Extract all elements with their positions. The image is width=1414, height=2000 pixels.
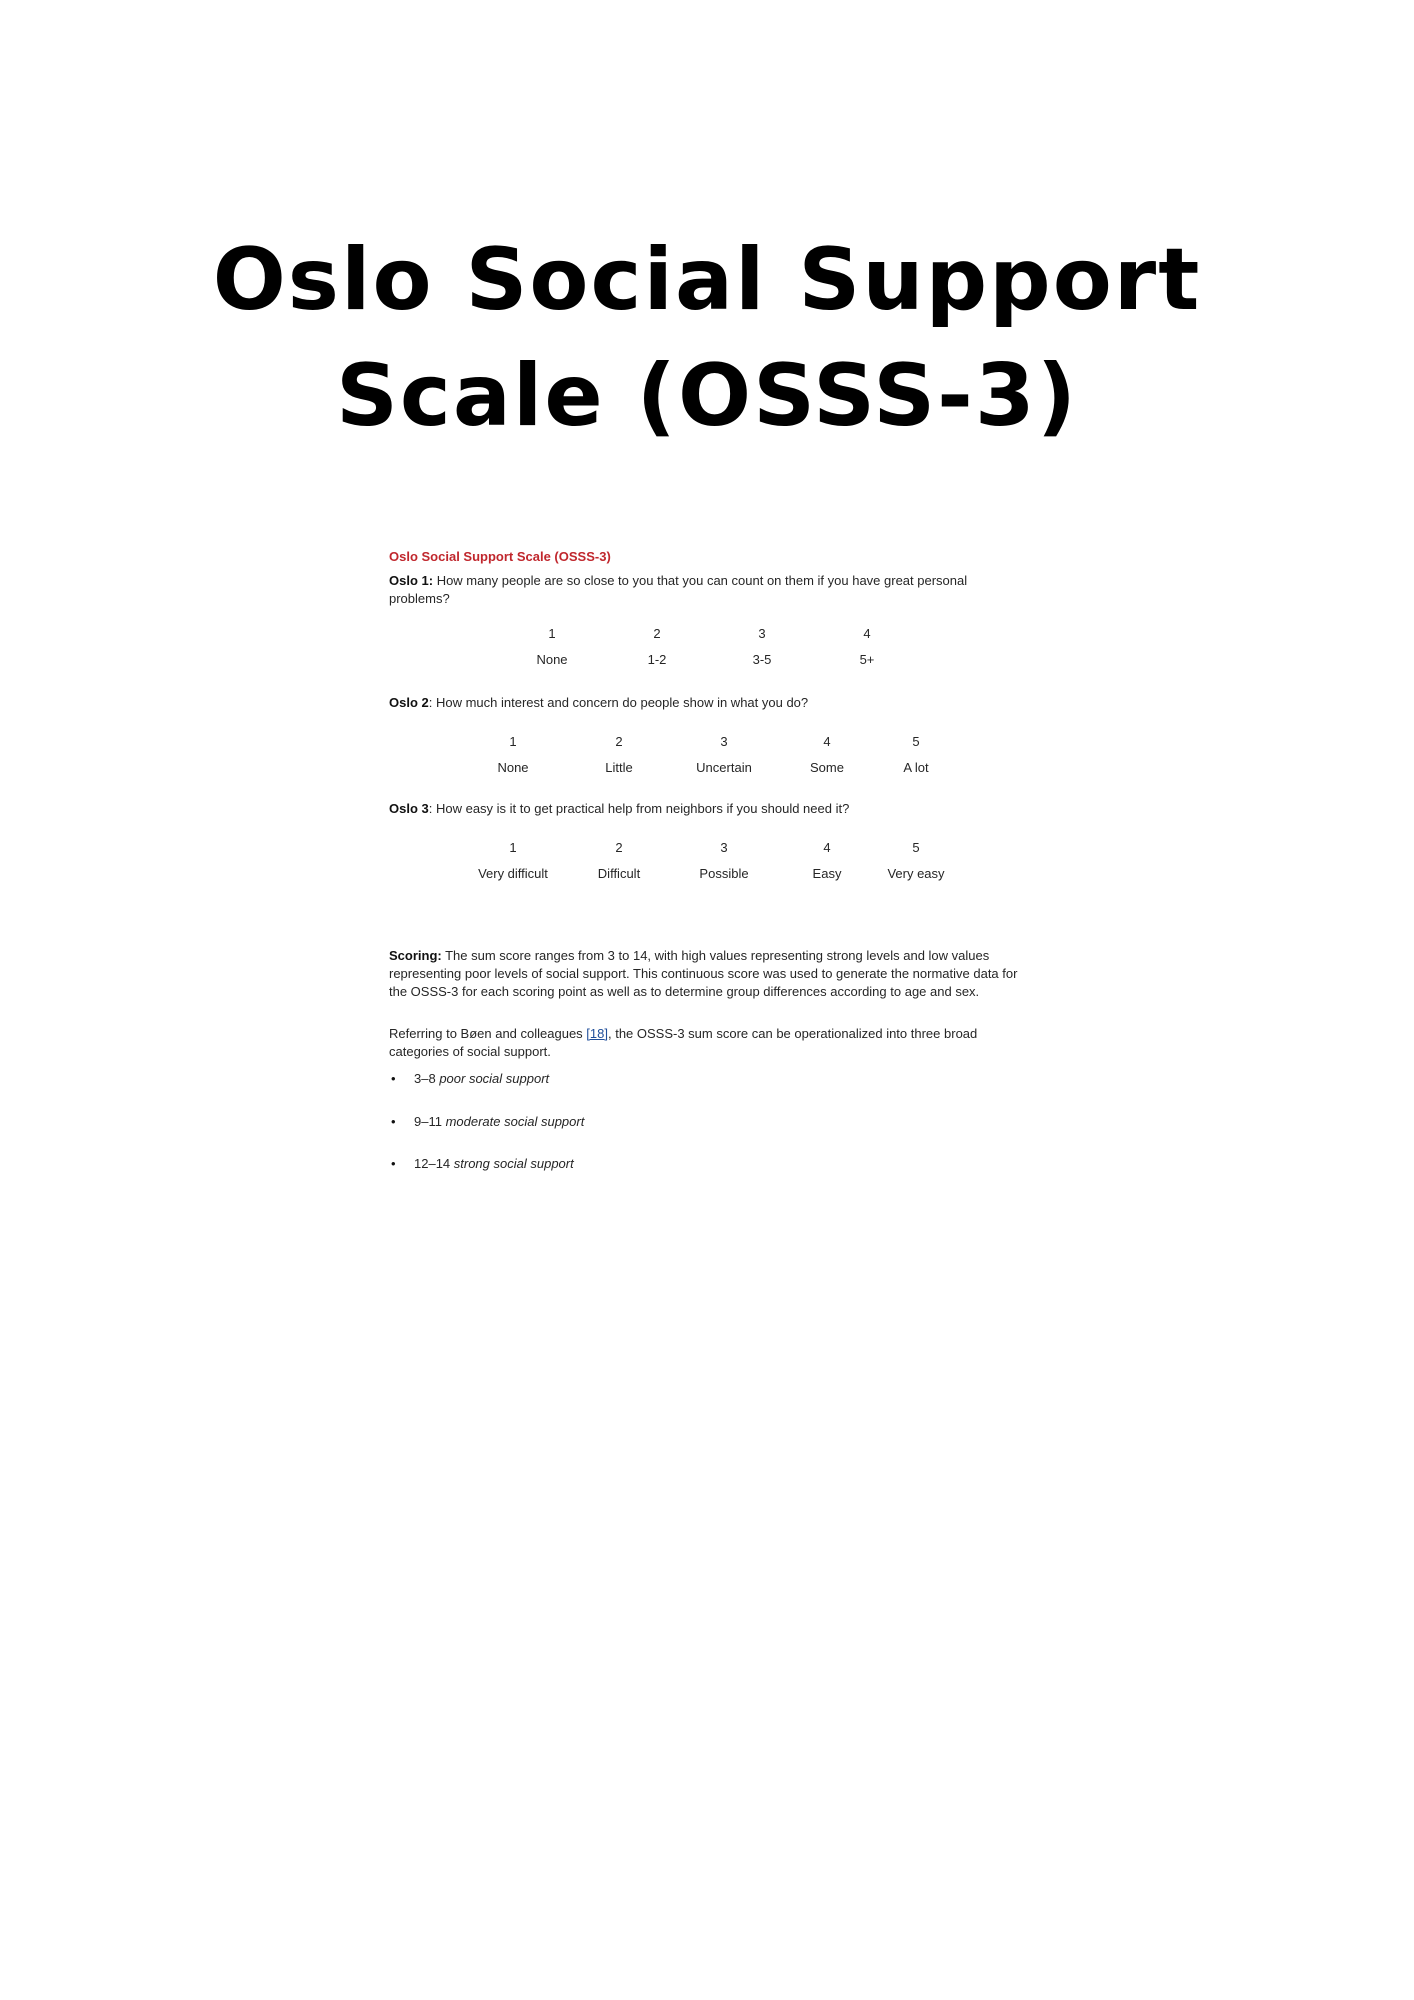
- option-label: Possible: [699, 866, 749, 881]
- option-value: 5: [912, 840, 920, 855]
- answer-option: [597, 625, 717, 669]
- option-label: 5+: [859, 652, 875, 667]
- option-value: 2: [653, 626, 661, 641]
- question-oslo-3: [389, 800, 1019, 818]
- option-value: 1: [509, 734, 517, 749]
- option-value: 4: [823, 734, 831, 749]
- option-value: 4: [823, 840, 831, 855]
- option-label: Easy: [812, 866, 842, 881]
- answer-option: [453, 839, 573, 883]
- option-value: 2: [615, 734, 623, 749]
- page-title-line-1: Oslo Social Support: [212, 230, 1202, 330]
- category-label: strong social support: [453, 1156, 574, 1171]
- answer-option: [559, 839, 679, 883]
- answer-option: [664, 839, 784, 883]
- option-value: 1: [509, 840, 517, 855]
- list-item: [389, 1070, 1019, 1088]
- category-label: moderate social support: [445, 1114, 585, 1129]
- question-label: Oslo 1:: [389, 573, 434, 588]
- answer-scale-oslo-1: [389, 625, 1019, 683]
- option-value: 3: [758, 626, 766, 641]
- answer-option: [807, 625, 927, 669]
- option-label: Very difficult: [478, 866, 548, 881]
- answer-option: [492, 625, 612, 669]
- answer-scale-oslo-3: [389, 839, 1019, 897]
- option-value: 1: [548, 626, 556, 641]
- support-categories-list: [389, 1070, 1019, 1173]
- answer-option: [856, 733, 976, 777]
- option-value: 3: [720, 840, 728, 855]
- answer-option: [453, 733, 573, 777]
- referring-text-after: , the OSSS-3 sum score can be operationalized into three broad categories of social support.: [389, 1026, 978, 1059]
- scoring-text: The sum score ranges from 3 to 14, with high values representing strong levels and low values representing poor levels of social support. This continuous score was used to generate the normative data for the OSSS-3 for each scoring point as well as to determine group differences according to age and sex.: [389, 948, 1018, 999]
- option-label: Very easy: [887, 866, 945, 881]
- option-label: 3-5: [752, 652, 772, 667]
- option-value: 2: [615, 840, 623, 855]
- list-item: [389, 1155, 1019, 1173]
- question-oslo-1: [389, 572, 1019, 608]
- option-label: None: [497, 760, 529, 775]
- answer-option: [559, 733, 679, 777]
- category-range: 12–14: [414, 1156, 454, 1171]
- list-item: [389, 1113, 1019, 1131]
- option-value: 4: [863, 626, 871, 641]
- scoring-label: Scoring:: [389, 948, 442, 963]
- option-label: Little: [605, 760, 633, 775]
- answer-option: [702, 625, 822, 669]
- answer-scale-oslo-2: [389, 733, 1019, 791]
- option-label: Difficult: [597, 866, 641, 881]
- question-oslo-2: [389, 694, 1019, 712]
- answer-option: [856, 839, 976, 883]
- option-label: 1-2: [647, 652, 667, 667]
- option-label: Uncertain: [696, 760, 752, 775]
- document-heading: Oslo Social Support Scale (OSSS-3): [389, 549, 611, 564]
- question-label: Oslo 3: [389, 801, 429, 816]
- referring-text-before: Referring to Bøen and colleagues: [389, 1026, 587, 1041]
- question-text: : How easy is it to get practical help from neighbors if you should need it?: [428, 801, 850, 816]
- scale-document: [389, 548, 1019, 1173]
- referring-paragraph: [389, 1025, 1019, 1061]
- page-title-line-2: Scale (OSSS-3): [335, 346, 1079, 446]
- page-title: [0, 222, 1414, 454]
- option-label: Some: [810, 760, 844, 775]
- category-label: poor social support: [439, 1071, 550, 1086]
- option-label: A lot: [903, 760, 929, 775]
- answer-option: [664, 733, 784, 777]
- option-label: None: [536, 652, 568, 667]
- option-value: 3: [720, 734, 728, 749]
- question-label: Oslo 2: [389, 695, 429, 710]
- question-text: : How much interest and concern do people show in what you do?: [428, 695, 809, 710]
- category-range: 9–11: [414, 1114, 446, 1129]
- scoring-paragraph: [389, 947, 1019, 1001]
- option-value: 5: [912, 734, 920, 749]
- category-range: 3–8: [414, 1071, 440, 1086]
- reference-link[interactable]: [18]: [586, 1026, 608, 1041]
- question-text: How many people are so close to you that you can count on them if you have great personal problems?: [389, 573, 968, 606]
